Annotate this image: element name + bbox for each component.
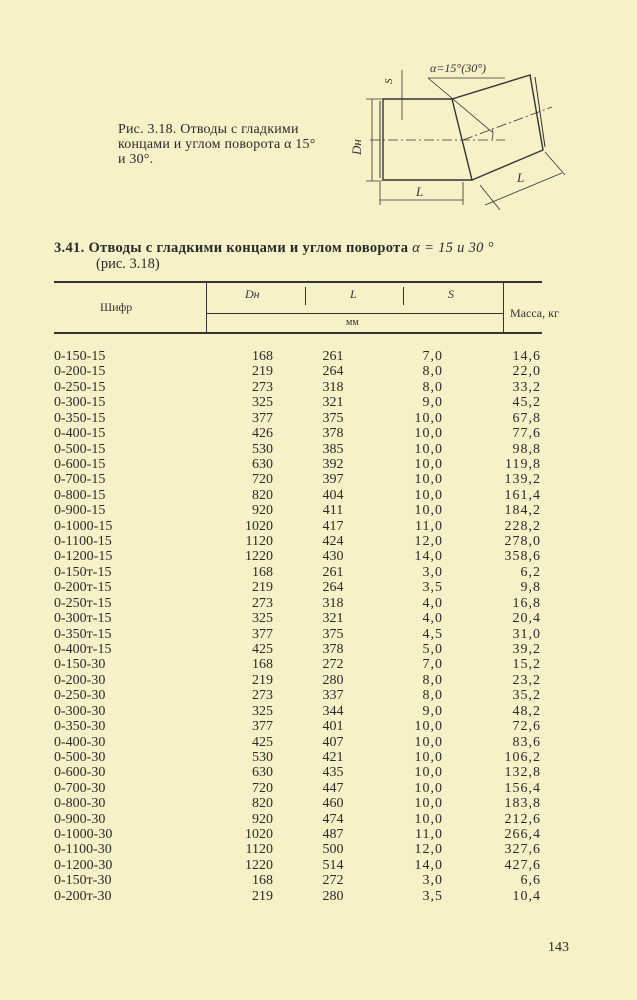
cell-l: 261 (322, 564, 344, 580)
cell-s: 10,0 (414, 487, 443, 503)
header-mass: Масса, кг (510, 306, 559, 320)
header-divider (503, 283, 504, 332)
cell-code: 0-250-30 (54, 688, 106, 704)
cell-mass: 106,2 (504, 749, 541, 765)
table-subtitle: (рис. 3.18) (96, 256, 160, 272)
cell-mass: 132,8 (504, 765, 541, 781)
cell-code: 0-350-15 (54, 410, 106, 426)
table-row (0, 796, 637, 811)
cell-mass: 16,8 (512, 595, 541, 611)
cell-l: 280 (322, 888, 344, 904)
table-row (0, 842, 637, 857)
table-row (0, 627, 637, 642)
cell-dn: 325 (252, 611, 273, 627)
cell-s: 14,0 (414, 549, 443, 565)
cell-dn: 219 (252, 888, 273, 904)
cell-l: 417 (322, 518, 344, 534)
cell-mass: 427,6 (504, 857, 541, 873)
cell-l: 272 (322, 657, 344, 673)
table-number: 3.41. (54, 240, 85, 256)
cell-s: 4,5 (422, 626, 443, 642)
cell-code: 0-1100-15 (54, 534, 112, 550)
cell-code: 0-900-30 (54, 811, 106, 827)
table-row (0, 472, 637, 487)
table-row (0, 827, 637, 842)
cell-code: 0-350-30 (54, 719, 106, 735)
cell-dn: 530 (252, 441, 273, 457)
dn-label: Dн (349, 139, 364, 155)
header-divider (305, 287, 306, 305)
cell-mass: 156,4 (504, 780, 541, 796)
table-row (0, 349, 637, 364)
cell-code: 0-800-30 (54, 796, 106, 812)
cell-l: 378 (322, 641, 344, 657)
cell-l: 378 (322, 426, 344, 442)
cell-l: 337 (322, 688, 344, 704)
cell-mass: 10,4 (512, 888, 541, 904)
cell-mass: 14,6 (512, 349, 541, 364)
cell-s: 5,0 (422, 641, 443, 657)
cell-l: 500 (322, 842, 344, 858)
cell-code: 0-700-15 (54, 472, 106, 488)
table-row (0, 364, 637, 379)
cell-dn: 530 (252, 749, 273, 765)
table-title-alpha: α = 15 и 30 ° (412, 240, 494, 256)
elbow-drawing (340, 50, 570, 220)
cell-mass: 139,2 (504, 472, 541, 488)
page-number: 143 (548, 940, 569, 955)
header-divider (403, 287, 404, 305)
l-label-2: L (517, 170, 525, 185)
cell-mass: 161,4 (504, 487, 541, 503)
cell-dn: 325 (252, 703, 273, 719)
cell-code: 0-200-15 (54, 364, 106, 380)
table-row (0, 858, 637, 873)
table-row (0, 781, 637, 796)
cell-l: 321 (322, 395, 344, 411)
cell-mass: 228,2 (504, 518, 541, 534)
figure-caption: Рис. 3.18. Отводы с гладкими концами и углом поворота α 15° и 30°. (118, 122, 316, 167)
header-unit: мм (346, 317, 359, 328)
cell-dn: 425 (252, 734, 273, 750)
cell-mass: 22,0 (512, 364, 541, 380)
cell-dn: 426 (252, 426, 273, 442)
table-row (0, 503, 637, 518)
cell-dn: 630 (252, 765, 273, 781)
cell-code: 0-300-30 (54, 703, 106, 719)
cell-code: 0-1100-30 (54, 842, 112, 858)
header-dn: Dн (245, 287, 260, 301)
cell-dn: 1020 (245, 827, 273, 843)
cell-s: 10,0 (414, 410, 443, 426)
cell-mass: 358,6 (504, 549, 541, 565)
cell-dn: 920 (252, 503, 273, 519)
cell-l: 401 (322, 719, 344, 735)
table-row (0, 380, 637, 395)
cell-l: 375 (322, 626, 344, 642)
table-row (0, 750, 637, 765)
cell-l: 404 (322, 487, 344, 503)
table-row (0, 688, 637, 703)
cell-l: 392 (322, 456, 344, 472)
cell-code: 0-700-30 (54, 780, 106, 796)
cell-l: 474 (322, 811, 344, 827)
cell-dn: 325 (252, 395, 273, 411)
table-header-rule (54, 332, 542, 334)
cell-dn: 377 (252, 410, 273, 426)
cell-l: 264 (322, 364, 344, 380)
cell-dn: 377 (252, 719, 273, 735)
table-row (0, 889, 637, 904)
cell-dn: 377 (252, 626, 273, 642)
cell-code: 0-150т-15 (54, 564, 112, 580)
cell-mass: 72,6 (512, 719, 541, 735)
cell-mass: 67,8 (512, 410, 541, 426)
cell-dn: 1220 (245, 857, 273, 873)
table-row (0, 765, 637, 780)
cell-code: 0-300-15 (54, 395, 106, 411)
cell-s: 9,0 (422, 395, 443, 411)
table-row (0, 442, 637, 457)
cell-s: 8,0 (422, 379, 443, 395)
table-row (0, 519, 637, 534)
cell-mass: 278,0 (504, 534, 541, 550)
cell-mass: 20,4 (512, 611, 541, 627)
cell-s: 3,0 (422, 873, 443, 889)
table-row (0, 735, 637, 750)
cell-code: 0-350т-15 (54, 626, 112, 642)
cell-code: 0-200т-30 (54, 888, 112, 904)
cell-s: 11,0 (415, 827, 443, 843)
cell-code: 0-400т-15 (54, 641, 112, 657)
table-row (0, 411, 637, 426)
cell-dn: 273 (252, 688, 273, 704)
cell-s: 9,0 (422, 703, 443, 719)
cell-mass: 83,6 (512, 734, 541, 750)
cell-code: 0-600-30 (54, 765, 106, 781)
cell-s: 3,5 (422, 888, 443, 904)
table-row (0, 549, 637, 564)
cell-l: 411 (322, 503, 344, 519)
cell-s: 3,5 (422, 580, 443, 596)
cell-s: 4,0 (422, 595, 443, 611)
cell-mass: 183,8 (504, 796, 541, 812)
table-row (0, 812, 637, 827)
cell-s: 10,0 (414, 719, 443, 735)
cell-dn: 425 (252, 641, 273, 657)
cell-l: 430 (322, 549, 344, 565)
cell-l: 344 (322, 703, 344, 719)
cell-l: 421 (322, 749, 344, 765)
table-row (0, 719, 637, 734)
cell-s: 10,0 (414, 441, 443, 457)
cell-s: 12,0 (414, 534, 443, 550)
cell-s: 10,0 (414, 796, 443, 812)
cell-code: 0-250-15 (54, 379, 106, 395)
cell-mass: 23,2 (512, 672, 541, 688)
cell-dn: 273 (252, 379, 273, 395)
cell-mass: 6,2 (520, 564, 541, 580)
cell-dn: 219 (252, 364, 273, 380)
table-row (0, 596, 637, 611)
cell-s: 3,0 (422, 564, 443, 580)
cell-dn: 1120 (245, 534, 273, 550)
cell-l: 424 (322, 534, 344, 550)
cell-dn: 219 (252, 672, 273, 688)
cell-dn: 1120 (245, 842, 273, 858)
cell-dn: 720 (252, 780, 273, 796)
cell-dn: 168 (252, 349, 273, 364)
cell-dn: 273 (252, 595, 273, 611)
cell-s: 8,0 (422, 672, 443, 688)
cell-s: 7,0 (422, 657, 443, 673)
cell-l: 435 (322, 765, 344, 781)
cell-l: 321 (322, 611, 344, 627)
cell-code: 0-150т-30 (54, 873, 112, 889)
cell-dn: 820 (252, 487, 273, 503)
cell-code: 0-250т-15 (54, 595, 112, 611)
cell-l: 514 (322, 857, 344, 873)
table-row (0, 580, 637, 595)
cell-mass: 35,2 (512, 688, 541, 704)
cell-mass: 6,6 (520, 873, 541, 889)
header-l: L (350, 287, 357, 301)
table-row (0, 426, 637, 441)
s-label: S (383, 78, 395, 84)
table-row (0, 395, 637, 410)
cell-s: 11,0 (415, 518, 443, 534)
cell-l: 280 (322, 672, 344, 688)
cell-mass: 98,8 (512, 441, 541, 457)
cell-code: 0-1000-15 (54, 518, 113, 534)
cell-dn: 820 (252, 796, 273, 812)
cell-l: 447 (322, 780, 344, 796)
cell-l: 385 (322, 441, 344, 457)
cell-dn: 168 (252, 564, 273, 580)
table-row (0, 457, 637, 472)
cell-s: 10,0 (414, 503, 443, 519)
cell-mass: 119,8 (505, 456, 541, 472)
header-s: S (448, 287, 454, 301)
table-row (0, 565, 637, 580)
cell-l: 272 (322, 873, 344, 889)
cell-code: 0-500-30 (54, 749, 106, 765)
cell-mass: 15,2 (512, 657, 541, 673)
table-top-rule (54, 281, 542, 283)
cell-s: 14,0 (414, 857, 443, 873)
table-title-text: Отводы с гладкими концами и углом поворота (88, 240, 409, 256)
cell-code: 0-400-15 (54, 426, 106, 442)
cell-l: 397 (322, 472, 344, 488)
cell-l: 460 (322, 796, 344, 812)
cell-code: 0-1200-15 (54, 549, 113, 565)
cell-code: 0-800-15 (54, 487, 106, 503)
table-row (0, 642, 637, 657)
cell-code: 0-1200-30 (54, 857, 113, 873)
cell-code: 0-150-30 (54, 657, 106, 673)
unit-rule (206, 313, 503, 314)
cell-s: 10,0 (414, 765, 443, 781)
cell-s: 4,0 (422, 611, 443, 627)
table-row (0, 657, 637, 672)
cell-s: 10,0 (414, 811, 443, 827)
header-divider (206, 283, 207, 332)
cell-mass: 33,2 (512, 379, 541, 395)
table-title (54, 240, 494, 257)
cell-mass: 184,2 (504, 503, 541, 519)
cell-s: 12,0 (414, 842, 443, 858)
cell-l: 261 (322, 349, 344, 364)
cell-l: 318 (322, 595, 344, 611)
cell-dn: 630 (252, 456, 273, 472)
cell-s: 10,0 (414, 472, 443, 488)
cell-code: 0-200т-15 (54, 580, 112, 596)
cell-s: 7,0 (422, 349, 443, 364)
header-code: Шифр (100, 300, 133, 314)
cell-l: 318 (322, 379, 344, 395)
cell-code: 0-900-15 (54, 503, 106, 519)
table-row (0, 673, 637, 688)
cell-dn: 219 (252, 580, 273, 596)
table-row (0, 488, 637, 503)
cell-mass: 48,2 (512, 703, 541, 719)
cell-s: 10,0 (414, 780, 443, 796)
cell-code: 0-400-30 (54, 734, 106, 750)
cell-mass: 77,6 (512, 426, 541, 442)
cell-mass: 266,4 (504, 827, 541, 843)
cell-l: 264 (322, 580, 344, 596)
cell-mass: 39,2 (512, 641, 541, 657)
table-row (0, 873, 637, 888)
cell-s: 8,0 (422, 688, 443, 704)
cell-dn: 920 (252, 811, 273, 827)
cell-code: 0-1000-30 (54, 827, 113, 843)
cell-code: 0-200-30 (54, 672, 106, 688)
table-row (0, 534, 637, 549)
cell-code: 0-300т-15 (54, 611, 112, 627)
cell-mass: 327,6 (504, 842, 541, 858)
cell-dn: 1220 (245, 549, 273, 565)
l-label-1: L (416, 184, 424, 199)
cell-l: 487 (322, 827, 344, 843)
cell-mass: 45,2 (512, 395, 541, 411)
cell-l: 375 (322, 410, 344, 426)
cell-s: 10,0 (414, 426, 443, 442)
cell-s: 10,0 (414, 734, 443, 750)
straight-segment (383, 99, 472, 180)
cell-s: 10,0 (414, 749, 443, 765)
table-row (0, 611, 637, 626)
cell-l: 407 (322, 734, 344, 750)
cell-s: 10,0 (414, 456, 443, 472)
cell-code: 0-500-15 (54, 441, 106, 457)
cell-s: 8,0 (422, 364, 443, 380)
cell-code: 0-600-15 (54, 456, 106, 472)
cell-dn: 1020 (245, 518, 273, 534)
cell-code: 0-150-15 (54, 349, 106, 364)
table-row (0, 704, 637, 719)
cell-dn: 168 (252, 873, 273, 889)
cell-mass: 31,0 (512, 626, 541, 642)
cell-dn: 168 (252, 657, 273, 673)
cell-dn: 720 (252, 472, 273, 488)
angle-label: α=15°(30°) (430, 61, 486, 75)
cell-mass: 212,6 (504, 811, 541, 827)
cell-mass: 9,8 (520, 580, 541, 596)
